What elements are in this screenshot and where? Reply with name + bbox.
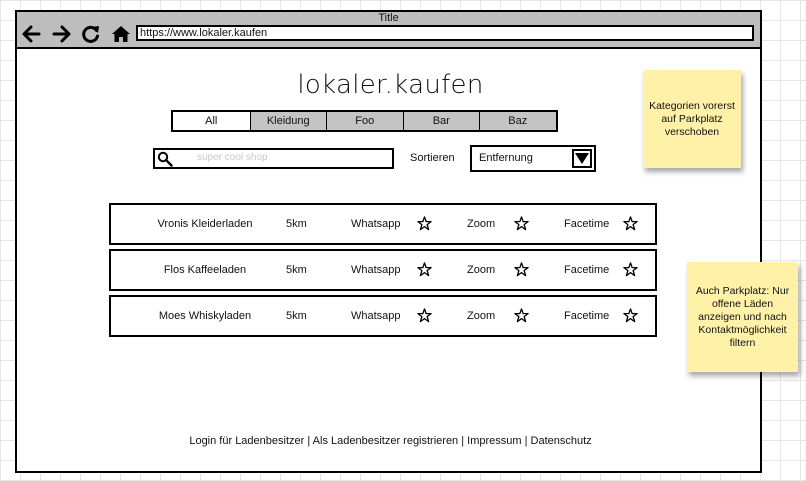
tab-kleidung[interactable]: Kleidung [250, 112, 327, 130]
contact-zoom: Zoom [467, 264, 496, 276]
star-icon[interactable] [417, 262, 432, 277]
browser-toolbar [17, 12, 760, 49]
footer-links[interactable]: Login für Ladenbesitzer | Als Ladenbesitzer registrieren | Impressum | Datenschutz [189, 435, 592, 447]
contact-whatsapp: Whatsapp [351, 218, 401, 230]
tab-foo[interactable]: Foo [326, 112, 403, 130]
shop-row[interactable] [109, 249, 657, 291]
sticky-note-text: Auch Parkplatz: Nur offene Läden anzeigen und nach Kontaktmöglichkeit filtern [695, 284, 790, 349]
search-input[interactable] [153, 148, 394, 169]
shop-distance: 5km [286, 310, 307, 322]
url-bar[interactable]: https://www.lokaler.kaufen [136, 25, 754, 41]
star-icon[interactable] [514, 308, 529, 323]
arrow-right-icon[interactable] [52, 25, 72, 43]
tab-baz[interactable]: Baz [479, 112, 556, 130]
window-title: Title [378, 12, 399, 24]
contact-facetime: Facetime [564, 310, 610, 322]
sticky-note-text: Kategorien vorerst auf Parkplatz verschoben [649, 99, 735, 138]
shop-distance: 5km [286, 218, 307, 230]
shop-distance: 5km [286, 264, 307, 276]
star-icon[interactable] [514, 262, 529, 277]
category-tabs [171, 110, 558, 132]
contact-zoom: Zoom [467, 310, 496, 322]
shop-name: Flos Kaffeeladen [163, 264, 247, 276]
sort-value: Entfernung [479, 152, 533, 164]
shop-row[interactable] [109, 295, 657, 337]
reload-icon[interactable] [81, 25, 101, 43]
search-icon [157, 151, 173, 167]
sticky-note [643, 70, 741, 168]
contact-whatsapp: Whatsapp [351, 310, 401, 322]
contact-whatsapp: Whatsapp [351, 264, 401, 276]
dropdown-button[interactable] [572, 149, 592, 168]
star-icon[interactable] [514, 216, 529, 231]
sort-label: Sortieren [410, 152, 455, 164]
star-icon[interactable] [623, 262, 638, 277]
home-icon[interactable] [111, 25, 131, 43]
star-icon[interactable] [623, 216, 638, 231]
star-icon[interactable] [417, 308, 432, 323]
tab-all[interactable]: All [173, 112, 250, 130]
shop-row[interactable] [109, 203, 657, 245]
star-icon[interactable] [417, 216, 432, 231]
sticky-note [687, 262, 798, 372]
contact-facetime: Facetime [564, 264, 610, 276]
arrow-left-icon[interactable] [21, 25, 41, 43]
contact-facetime: Facetime [564, 218, 610, 230]
shop-name: Moes Whiskyladen [158, 310, 252, 322]
sort-dropdown[interactable] [470, 145, 596, 172]
search-placeholder: super cool shop [197, 152, 268, 163]
star-icon[interactable] [623, 308, 638, 323]
site-title: lokaler.kaufen [297, 70, 484, 100]
shop-name: Vronis Kleiderladen [157, 218, 253, 230]
tab-bar[interactable]: Bar [403, 112, 480, 130]
contact-zoom: Zoom [467, 218, 496, 230]
triangle-down-icon [574, 151, 590, 166]
